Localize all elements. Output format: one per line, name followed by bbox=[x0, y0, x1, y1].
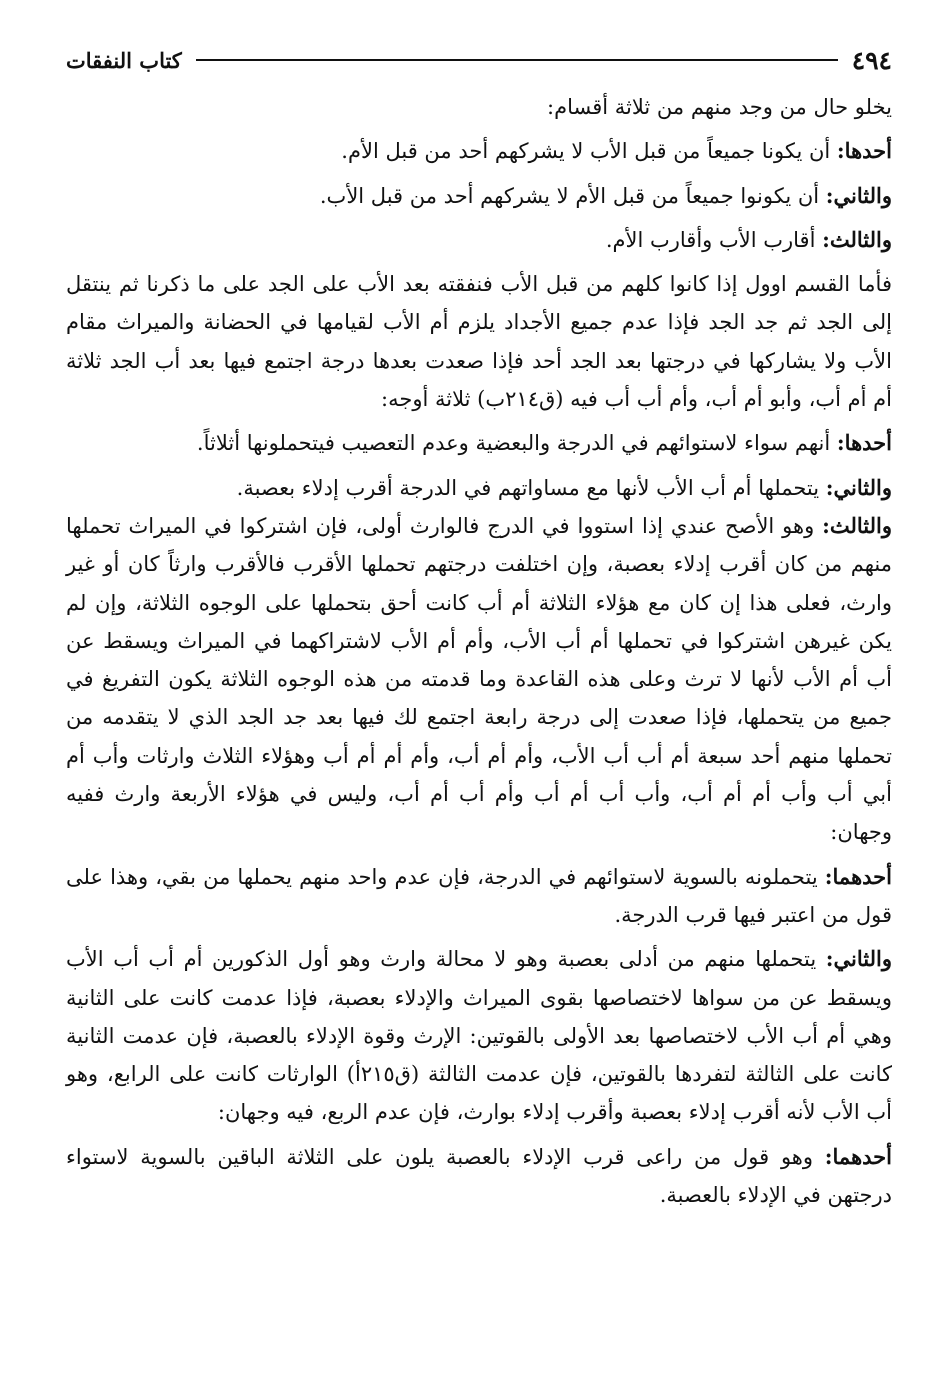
paragraph-lead: والثاني: bbox=[825, 474, 892, 500]
header-rule bbox=[196, 59, 838, 61]
paragraph-lead: أحدهما: bbox=[824, 863, 892, 889]
running-title: كتاب النفقات bbox=[66, 47, 182, 73]
paragraph-aspect-three: والثالث: وهو الأصح عندي إذا استووا في الدرج فالوارث أولى، فإن اشتركوا في الميراث تحملها منهم من كان أقرب إدلاء بعصبة، وإن اختلفت درجتهم تحملها الأقرب فالأقرب وارثاً كان أو غير وارث، فعلى هذا إن كان مع هؤلاء الثلاثة أم أب كانت أحق بتحملها على الوجوه الثلاثة، وإن لم يكن غيرهن اشتركوا في تحملها أم أب الأب، وأم أم الأب لاشتراكهما في الميراث ويسقط عن أب أم الأب لأنها لا ترث وعلى هذه القاعدة وما قدمته من هذه الوجوه الثلاثة يكون التفريغ في جميع من يتحملها، فإذا صعدت إلى درجة رابعة اجتمع لك فيها بعد جد الجد الذي لا يتقدمه من تحملها منهم أحد سبعة أم أب أب الأب، وأم أم أب، وأم أم أم أب وهؤلاء الثلاث وارثات وأب أم أبي أب وأب أم أم أب، وأب أب أم أب وأم أب أم أب، وليس في هؤلاء الأربعة وارث ففيه وجهان: bbox=[66, 512, 892, 845]
page-number: ٤٩٤ bbox=[851, 45, 892, 75]
paragraph-two-views-one: أحدهما: يتحملونه بالسوية لاستوائهم في الدرجة، فإن عدم واحد منهم يحملها من بقي، وهذا على قول من اعتبر فيها قرب الدرجة. bbox=[66, 863, 892, 927]
paragraph-aspect-two: والثاني: يتحملها أم أب الأب لأنها مع مساواتهم في الدرجة أقرب إدلاء بعصبة. bbox=[236, 474, 892, 500]
paragraph-lead: أحدها: bbox=[836, 138, 892, 164]
page-header bbox=[66, 40, 892, 80]
paragraph-final: أحدهما: وهو قول من راعى قرب الإدلاء بالعصبة يلون على الثلاثة الباقين بالسوية لاستواء درجتهن في الإدلاء بالعصبة. bbox=[66, 1143, 892, 1208]
book-page bbox=[66, 40, 892, 1360]
paragraph-lead: والثالث: bbox=[822, 226, 892, 252]
paragraph-lead: والثالث: bbox=[822, 512, 892, 538]
paragraph-first-division: أحدها: أن يكونا جميعاً من قبل الأب لا يشركهم أحد من قبل الأم. bbox=[341, 138, 892, 164]
paragraph-two-views-two: والثاني: يتحملها منهم من أدلى بعصبة وهو لا محالة وارث وهو أول الذكورين أم أب أب الأب ويسقط عن من سواها لاختصاصها بقوى الميراث والإدلاء بعصبة، فإذا عدمت كانت على الثانية وهي أم أب الأب لاختصاصها بعد الأولى بالقوتين: الإرث وقوة الإدلاء بالعصبة، فإن عدمت الثانية كانت على الثالثة لتفردها بالقوتين، فإن عدمت الثالثة (ق٢١٥أ) الوارثات كانت على الرابع، وهو أب الأب لأنه أقرب إدلاء بعصبة وأقرب إدلاء بوارث، فإن عدم الربع، فيه وجهان: bbox=[66, 946, 892, 1125]
paragraph-aspect-one: أحدها: أنهم سواء لاستوائهم في الدرجة والبعضية وعدم التعصيب فيتحملونها أثلاثاً. bbox=[196, 430, 892, 456]
paragraph-intro: يخلو حال من وجد منهم من ثلاثة أقسام: bbox=[547, 95, 892, 119]
paragraph-second-division: والثاني: أن يكونوا جميعاً من قبل الأم لا يشركهم أحد من قبل الأب. bbox=[319, 182, 892, 208]
paragraph-lead: والثاني: bbox=[825, 946, 892, 972]
page-body bbox=[66, 88, 892, 1214]
paragraph-first-section: فأما القسم اوول إذا كانوا كلهم من قبل الأب فنفقته بعد الأب على الجد على ما ذكرنا ثم ينتقل إلى الجد ثم جد الجد فإذا عدم جميع الأجداد يلزم أم الأب لقيامها في الحضانة والميراث مقام الأب ولا يشاركها في درجتها بعد الجد أحد فإذا صعدت بعدها درجة اجتمع فيها بعد أب الجد ثلاثة أم أم أب، وأبو أم أب، وأم أب أب فيه (ق٢١٤ب) ثلاثة أوجه: bbox=[66, 272, 892, 412]
paragraph-lead: أحدها: bbox=[836, 430, 892, 456]
paragraph-third-division: والثالث: أقارب الأب وأقارب الأم. bbox=[605, 226, 892, 252]
paragraph-lead: أحدهما: bbox=[824, 1143, 892, 1169]
paragraph-lead: والثاني: bbox=[825, 182, 892, 208]
